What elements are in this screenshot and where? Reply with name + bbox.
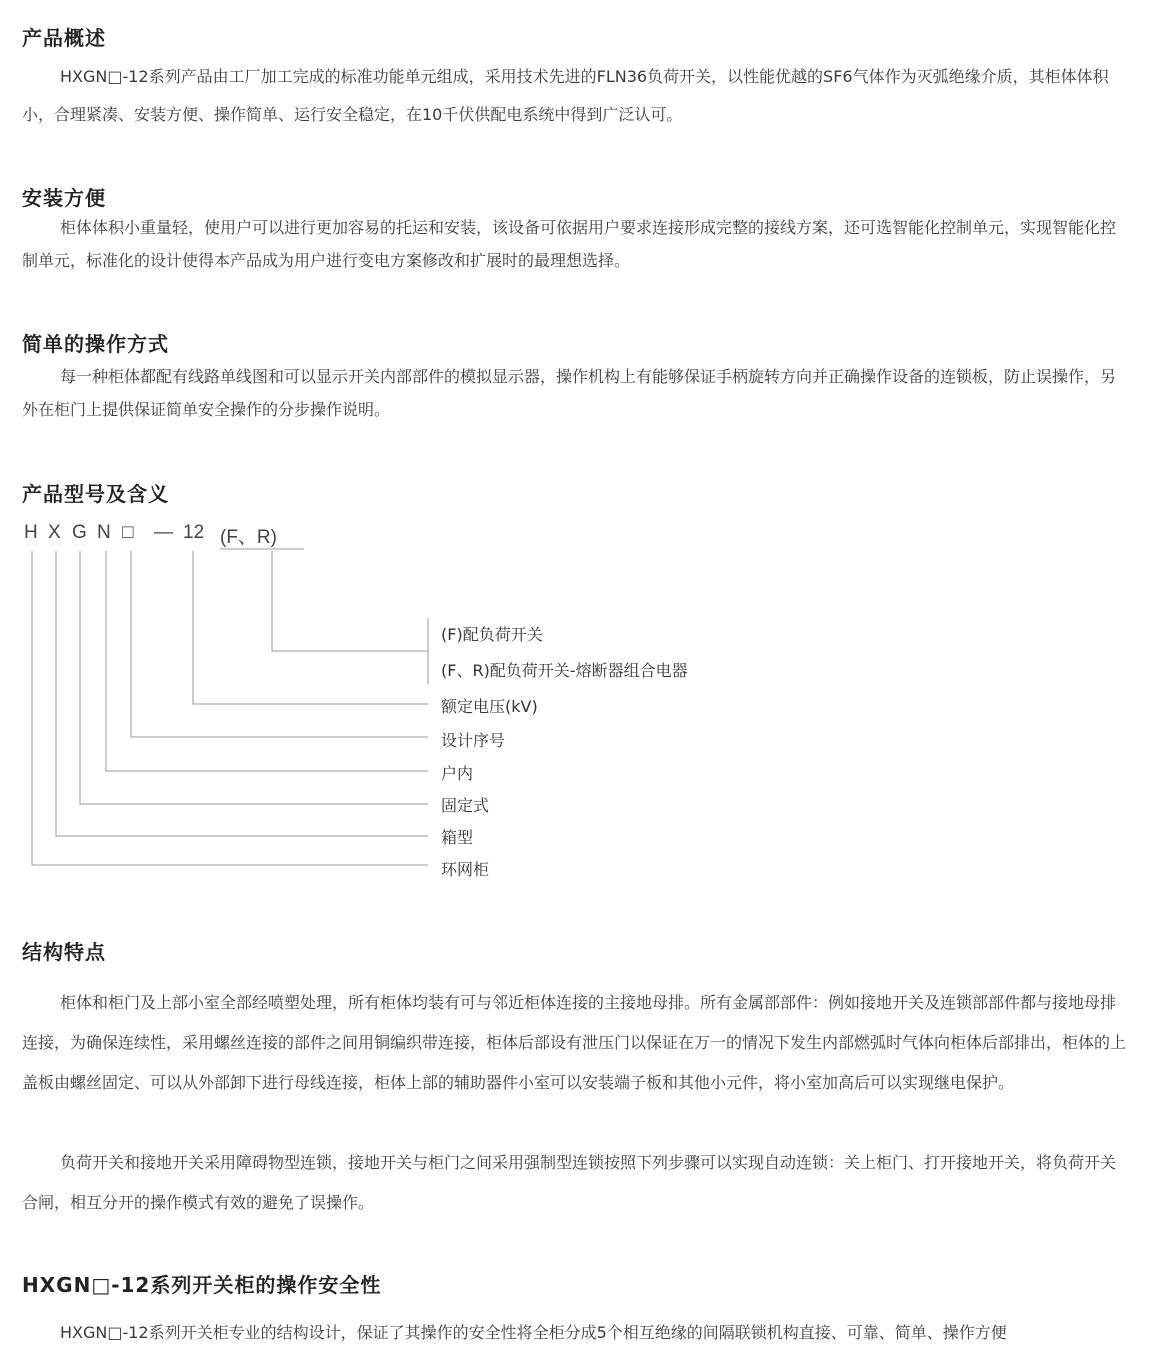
section-title-safety: HXGN□-12系列开关柜的操作安全性	[22, 1273, 382, 1297]
operation-paragraph: 每一种柜体都配有线路单线图和可以显示开关内部部件的模拟显示器，操作机构上有能够保证手柄旋转方向并正确操作设备的连锁板，防止误操作，另外在柜门上提供保证简单安全操作的分步操作说明。	[22, 367, 1117, 419]
label-load-switch-fuse: (F、R)配负荷开关-熔断器组合电器	[441, 661, 688, 680]
safety-paragraph: HXGN□-12系列开关柜专业的结构设计，保证了其操作的安全性将全柜分成5个相互绝缘的间隔联锁机构直接、可靠、简单、操作方便	[60, 1323, 1007, 1342]
model-code-box: □	[122, 522, 134, 543]
model-code-g: G	[72, 522, 87, 543]
model-code-suffix: (F、R)	[220, 527, 277, 548]
section-title-structure: 结构特点	[22, 940, 106, 964]
label-box-type: 箱型	[441, 828, 474, 847]
model-code-dash: —	[154, 522, 173, 543]
model-code-voltage: 12	[183, 522, 205, 543]
structure-paragraph-2: 负荷开关和接地开关采用障碍物型连锁，接地开关与柜门之间采用强制型连锁按照下列步骤可以实现自动连锁：关上柜门、打开接地开关，将负荷开关合闸，相互分开的操作模式有效的避免了误操作。	[22, 1153, 1117, 1212]
label-fixed: 固定式	[441, 796, 490, 815]
label-design-number: 设计序号	[441, 731, 506, 750]
install-paragraph: 柜体体积小重量轻，使用户可以进行更加容易的托运和安装，该设备可依据用户要求连接形成完整的接线方案，还可选智能化控制单元，实现智能化控制单元，标准化的设计使得本产品成为用户进行变电方案修改和扩展时的最理想选择。	[22, 218, 1117, 270]
model-code-x: X	[48, 522, 61, 543]
label-load-switch: (F)配负荷开关	[441, 625, 543, 644]
structure-paragraph-1: 柜体和柜门及上部小室全部经喷塑处理，所有柜体均装有可与邻近柜体连接的主接地母排。所有金属部部件：例如接地开关及连锁部部件都与接地母排连接，为确保连续性，采用螺丝连接的部件之间用铜编织带连接，柜体后部设有泄压门以保证在万一的情况下发生内部燃弧时气体向柜体后部排出，柜体的上盖板由螺丝固定、可以从外部卸下进行母线连接，柜体上部的辅助器件小室可以安装端子板和其他小元件，将小室加高后可以实现继电保护。	[22, 993, 1127, 1092]
label-rated-voltage: 额定电压(kV)	[441, 697, 538, 716]
label-indoor: 户内	[441, 764, 474, 783]
model-code-n: N	[97, 522, 111, 543]
overview-paragraph: HXGN□-12系列产品由工厂加工完成的标准功能单元组成，采用技术先进的FLN36负荷开关，以性能优越的SF6气体作为灭弧绝缘介质，其柜体体积小，合理紧凑、安装方便、操作简单、运行安全稳定，在10千伏供配电系统中得到广泛认可。	[22, 67, 1109, 124]
label-ring-main-unit: 环网柜	[441, 860, 490, 879]
section-title-model: 产品型号及含义	[22, 482, 169, 506]
model-code-h: H	[24, 522, 38, 543]
section-title-install: 安装方便	[22, 186, 106, 210]
section-title-overview: 产品概述	[22, 26, 106, 50]
section-title-operation: 简单的操作方式	[22, 332, 169, 356]
